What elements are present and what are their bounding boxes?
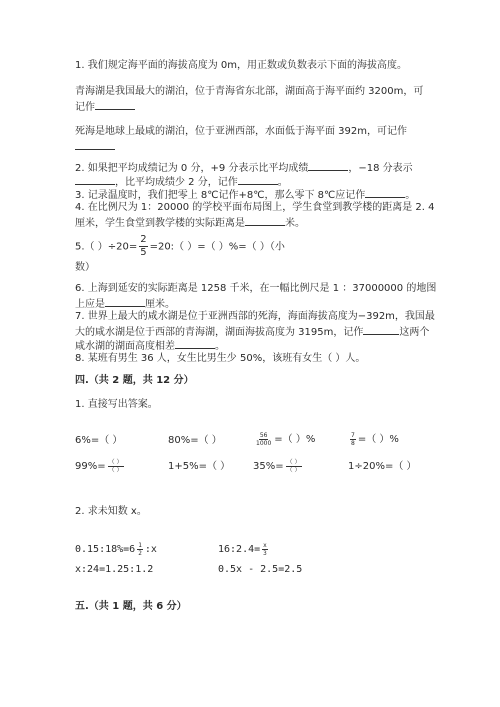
calc-r1c3-num: 56 [259,431,268,439]
calc-r2c1-num: （ ） [108,458,123,466]
q5-line1 [75,234,285,259]
section4-sub2: 2. 求未知数 x。 [75,506,147,517]
calc-r1c2: 80%=（ ） [168,435,222,446]
calc-r2c3 [253,457,304,477]
q1-a-label: 记作 [75,102,95,113]
q6-text-a: 上应是 [75,299,105,310]
calc-r1c3 [253,430,315,450]
calc-r2c3-num: （ ） [286,458,301,466]
calc-r1c1: 6%=（ ） [75,435,123,446]
q5-frac-den: 5 [140,247,147,258]
calc-r1c3-frac [255,432,272,447]
q4-line1: 4. 在比例尺为 1：20000 的学校平面布局图上，学生食堂到教学楼的距离是 2. 4 [75,202,435,213]
calc-r2c3-frac [286,459,302,474]
q5-fraction [139,234,147,259]
calc-r2c1 [75,457,126,477]
q3-text-a: 3. 记录温度时，我们把零上 8℃记作+8℃，那么零下 8℃应记作 [75,190,366,201]
q5-prefix: 5.（ ）÷20= [75,241,138,253]
q7-blank-1[interactable] [363,324,399,335]
section5-heading: 五.（共 1 题，共 6 分） [75,601,187,612]
equation-1-a: 0.15:18%=6 [75,544,136,555]
q4-line2 [75,215,305,231]
q6-line1: 6. 上海到延安的实际距离是 1258 千米，在一幅比例尺是 1 ：37000000 的地图 [75,283,437,294]
q7-text-b: 这两个 [399,327,430,338]
q5-frac-num: 2 [140,234,147,245]
equation-2 [218,540,270,560]
calc-r2c3-pre: 35%= [253,461,284,472]
calc-r2c1-frac [108,459,124,474]
calc-r1c3-den: 1000 [256,439,272,447]
equation-1-b: :x [144,544,157,555]
q4-blank[interactable] [245,215,285,226]
equation-3: x:24=1.25:1.2 [75,564,154,575]
q4-text-b: 米。 [285,218,305,229]
calc-r1c4 [348,430,399,450]
q1-b-line1: 死海是地球上最咸的湖泊，位于亚洲西部，水面低于海平面 392m，可记作 [75,126,408,137]
q2-blank-3[interactable] [238,174,278,185]
q3-blank[interactable] [365,187,405,198]
q2-blank-1[interactable] [308,160,348,171]
calc-r2c1-den: （ ） [108,466,123,474]
calc-r2c3-den: （ ） [286,466,301,474]
calc-r1c4-frac [350,432,356,447]
equation-1-frac [137,542,143,557]
q7-text-a: 大的咸水湖是位于西部的青海湖，湖面海拔高度为 3195m，记作 [75,327,364,338]
equation-4: 0.5x - 2.5=2.5 [218,564,303,575]
q1-a-line2 [75,99,135,115]
q7-text-c: 咸水湖的湖面高度相差 [75,341,175,352]
section4-sub1: 1. 直接写出答案。 [75,399,158,410]
q1-a-blank[interactable] [95,99,135,110]
equation-2-den: 3 [263,549,267,557]
calc-r1c4-rest: =（ ）% [357,434,399,445]
equation-2-frac [262,542,268,557]
calc-r2c2: 1+5%=（ ） [168,461,231,472]
q7-text-d: 。 [215,341,225,352]
q7-blank-2[interactable] [175,338,215,349]
equation-1 [75,540,157,560]
q8-line: 8. 某班有男生 36 人，女生比男生少 50%，该班有女生（ ）人。 [75,353,366,364]
q1-b-blank[interactable] [75,139,115,150]
q6-text-b: 厘米。 [145,299,175,310]
q6-blank[interactable] [105,296,145,307]
q3-text-b: 。 [405,190,416,201]
q2-text-a: 2. 如果把平均成绩记为 0 分，+9 分表示比平均成绩 [75,163,309,174]
calc-r1c4-den: 8 [351,439,355,447]
equation-1-num: 1 [138,541,142,549]
calc-r1c3-rest: =（ ）% [274,434,316,445]
equation-2-a: 16:2.4= [218,544,261,555]
q2-text-b: ，−18 分表示 [348,163,413,174]
q2-text-c: ，比平均成绩少 2 分，记作 [115,177,238,188]
q4-text-a: 厘米，学生食堂到教学楼的实际距离是 [75,218,245,229]
q5-mid: =20:（ ）=（ ）%=（ ）（小 [149,241,285,253]
q7-line1: 7. 世界上最大的咸水湖是位于亚洲西部的死海，海面海拔高度为−392m，我国最 [75,311,435,322]
calc-r2c1-pre: 99%= [75,461,106,472]
q1-b-line2 [75,139,115,155]
calc-r1c4-num: 7 [351,431,355,439]
equation-1-den: 2 [138,549,142,557]
section4-heading: 四.（共 2 题，共 12 分） [75,375,194,386]
calc-r2c4: 1÷20%=（ ） [348,461,417,472]
q1-intro: 1. 我们规定海平面的海拔高度为 0m，用正数或负数表示下面的海拔高度。 [75,60,408,71]
equation-2-num: x [263,541,267,549]
q2-text-d: 。 [277,177,288,188]
q5-line2: 数） [75,262,95,273]
q1-a-line1: 青海湖是我国最大的湖泊，位于青海省东北部，湖面高于海平面约 3200m，可 [75,86,424,97]
q2-blank-2[interactable] [75,174,115,185]
